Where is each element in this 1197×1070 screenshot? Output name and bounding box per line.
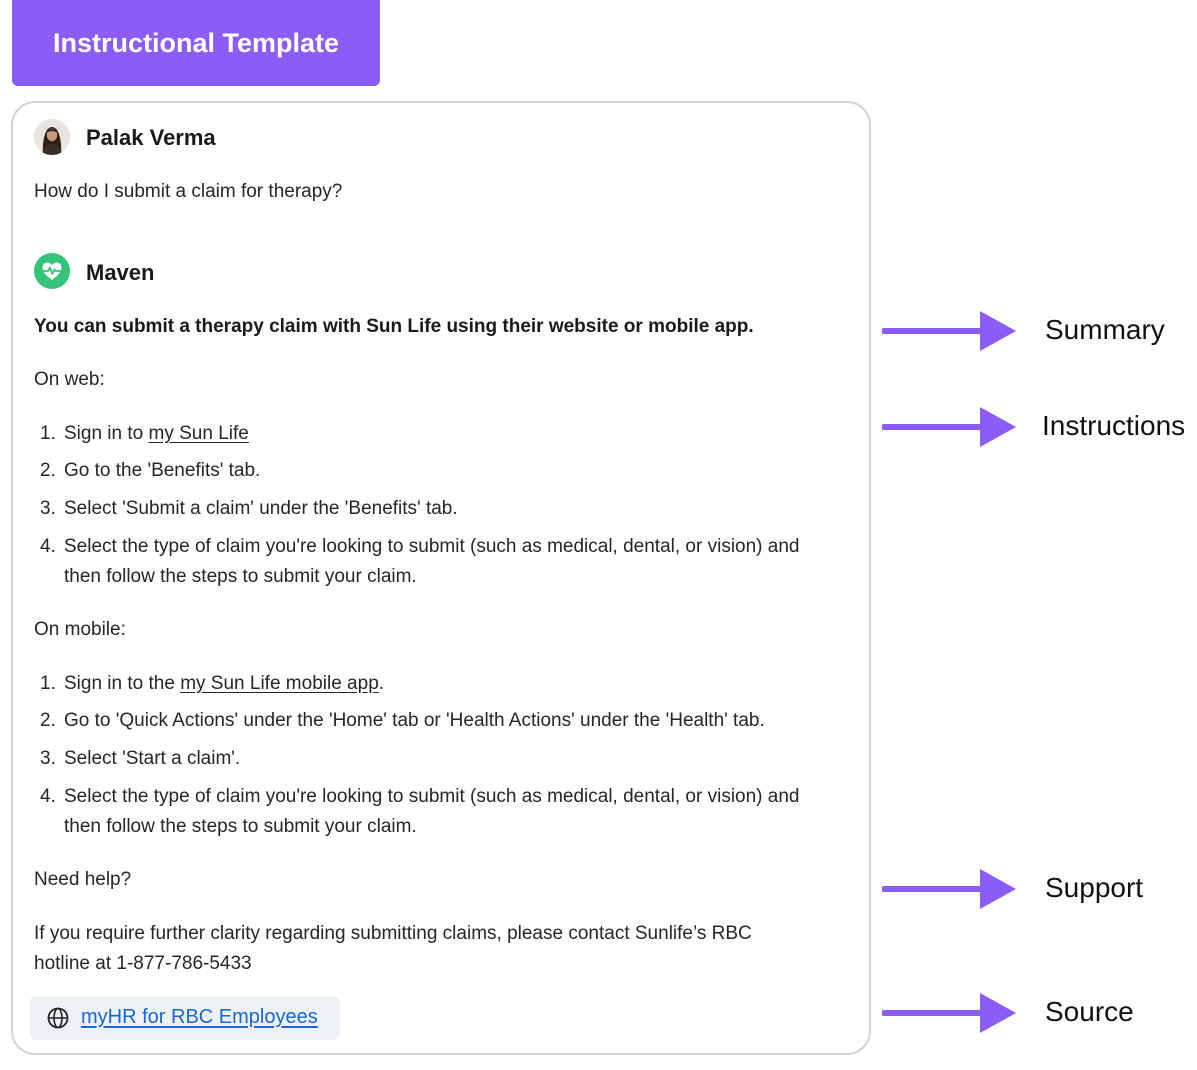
my-sun-life-link[interactable]: my Sun Life [148,423,249,444]
summary-label: Summary [1045,314,1165,345]
user-avatar [34,119,70,155]
template-title: Instructional Template [52,27,340,58]
help-text-line-2: hotline at 1-877-786-5433 [34,953,252,974]
my-sun-life-mobile-app-link[interactable]: my Sun Life mobile app [180,673,379,694]
source-chip[interactable] [30,996,340,1040]
web-step-4: 4. Select the type of claim you're looking to submit (such as medical, dental, or vision) and [40,536,800,557]
answer-summary: You can submit a therapy claim with Sun Life using their website or mobile app. [34,316,754,337]
mobile-heading: On mobile: [34,619,126,640]
help-heading: Need help? [34,869,132,890]
web-heading: On web: [34,369,105,390]
summary-arrow [882,309,1018,353]
bot-name: Maven [86,260,155,285]
mobile-step-1: 1. Sign in to the my Sun Life mobile app. [40,673,385,694]
user-name: Palak Verma [86,125,216,150]
maven-logo-icon [34,253,70,289]
mobile-step-2: 2. Go to 'Quick Actions' under the 'Home' tab or 'Health Actions' under the 'Health' tab. [40,710,765,731]
instructions-arrow [882,405,1018,449]
source-arrow [882,991,1018,1035]
template-title-badge [12,0,380,86]
web-step-2: 2. Go to the 'Benefits' tab. [40,460,261,481]
source-label: Source [1045,996,1134,1027]
instructions-label: Instructions [1042,410,1186,441]
web-step-4-continued: then follow the steps to submit your claim. [64,566,417,587]
help-text-line-1: If you require further clarity regarding submitting claims, please contact Sunlife’s RBC [34,923,752,944]
support-arrow [882,867,1018,911]
support-label: Support [1045,872,1144,903]
chat-card [11,101,871,1055]
source-link[interactable]: myHR for RBC Employees [81,1006,318,1028]
web-step-3: 3. Select 'Submit a claim' under the 'Benefits' tab. [40,498,458,519]
globe-icon [47,1007,69,1034]
user-question: How do I submit a claim for therapy? [34,181,343,202]
web-step-1: 1. Sign in to my Sun Life [40,423,249,444]
mobile-step-4-continued: then follow the steps to submit your claim. [64,816,417,837]
mobile-step-3: 3. Select 'Start a claim'. [40,748,241,769]
mobile-step-4: 4. Select the type of claim you're looking to submit (such as medical, dental, or vision) and [40,786,800,807]
